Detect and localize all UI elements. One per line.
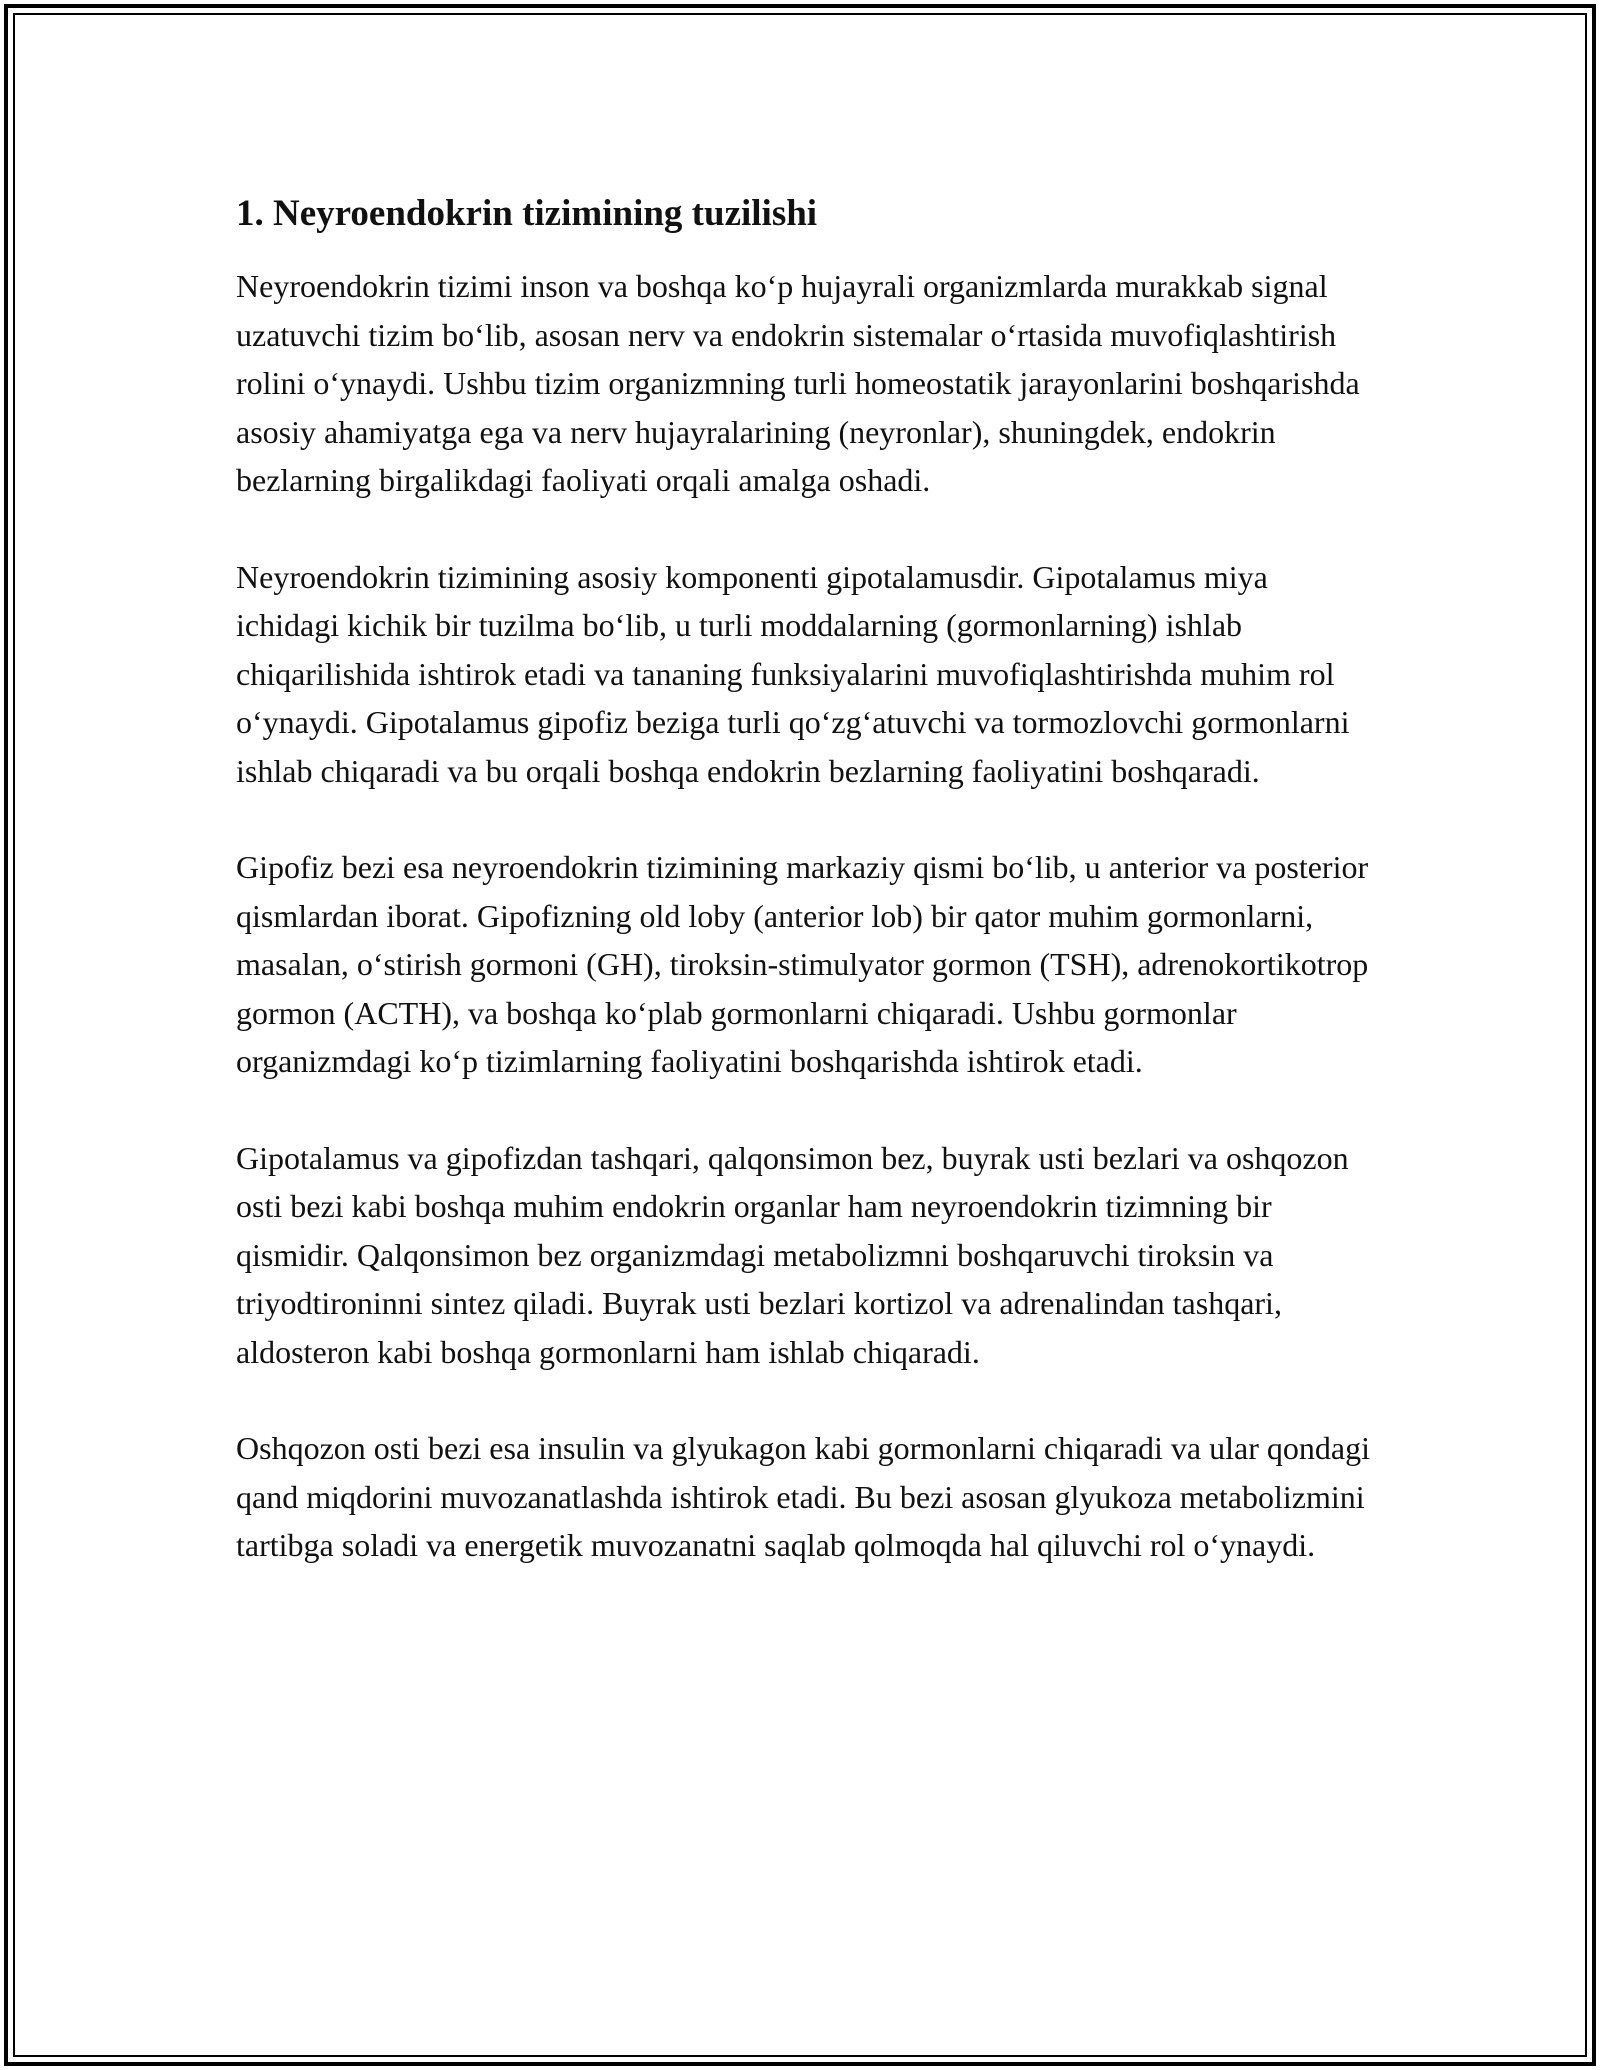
section-heading: 1. Neyroendokrin tizimining tuzilishi: [236, 193, 818, 234]
paragraph-5: Oshqozon osti bezi esa insulin va glyukagon kabi gormonlarni chiqaradi va ular qondagi qand miqdorini muvozanatlashda ishtirok etadi. Bu bezi asosan glyukoza metabolizmini tartibga soladi va energetik muvozanatni saqlab qolmoqda hal qiluvchi rol o‘ynaydi.: [236, 1430, 1370, 1563]
paragraph-1: Neyroendokrin tizimi inson va boshqa ko‘p hujayrali organizmlarda murakkab signal uzatuvchi tizim bo‘lib, asosan nerv va endokrin sistemalar o‘rtasida muvofiqlashtirish rolini o‘ynaydi. Ushbu tizim organizmning turli homeostatik jarayonlarini boshqarishda asosiy ahamiyatga ega va nerv hujayralarining (neyronlar), shuningdek, endokrin bezlarning birgalikdagi faoliyati orqali amalga oshadi.: [236, 268, 1360, 498]
paragraph-2: Neyroendokrin tizimining asosiy komponenti gipotalamusdir. Gipotalamus miya ichidagi kichik bir tuzilma bo‘lib, u turli moddalarning (gormonlarning) ishlab chiqarilishida ishtirok etadi va tananing funksiyalarini muvofiqlashtirishda muhim rol o‘ynaydi. Gipotalamus gipofiz beziga turli qo‘zg‘atuvchi va tormozlovchi gormonlarni ishlab chiqaradi va bu orqali boshqa endokrin bezlarning faoliyatini boshqaradi.: [236, 558, 1350, 789]
paragraph-4: Gipotalamus va gipofizdan tashqari, qalqonsimon bez, buyrak usti bezlari va oshqozon osti bezi kabi boshqa muhim endokrin organlar ham neyroendokrin tizimning bir qismidir. Qalqonsimon bez organizmdagi metabolizmni boshqaruvchi tiroksin va triyodtironinni sintez qiladi. Buyrak usti bezlari kortizol va adrenalindan tashqari, aldosteron kabi boshqa gormonlarni ham ishlab chiqaradi.: [236, 1139, 1349, 1370]
paragraph-3: Gipofiz bezi esa neyroendokrin tizimining markaziy qismi bo‘lib, u anterior va posterior qismlardan iborat. Gipofizning old loby (anterior lob) bir qator muhim gormonlarni, masalan, o‘stirish gormoni (GH), tiroksin-stimulyator gormon (TSH), adrenokortikotrop gormon (ACTH), va boshqa ko‘plab gormonlarni chiqaradi. Ushbu gormonlar organizmdagi ko‘p tizimlarning faoliyatini boshqarishda ishtirok etadi.: [236, 849, 1369, 1079]
document-body: [236, 186, 1376, 1618]
